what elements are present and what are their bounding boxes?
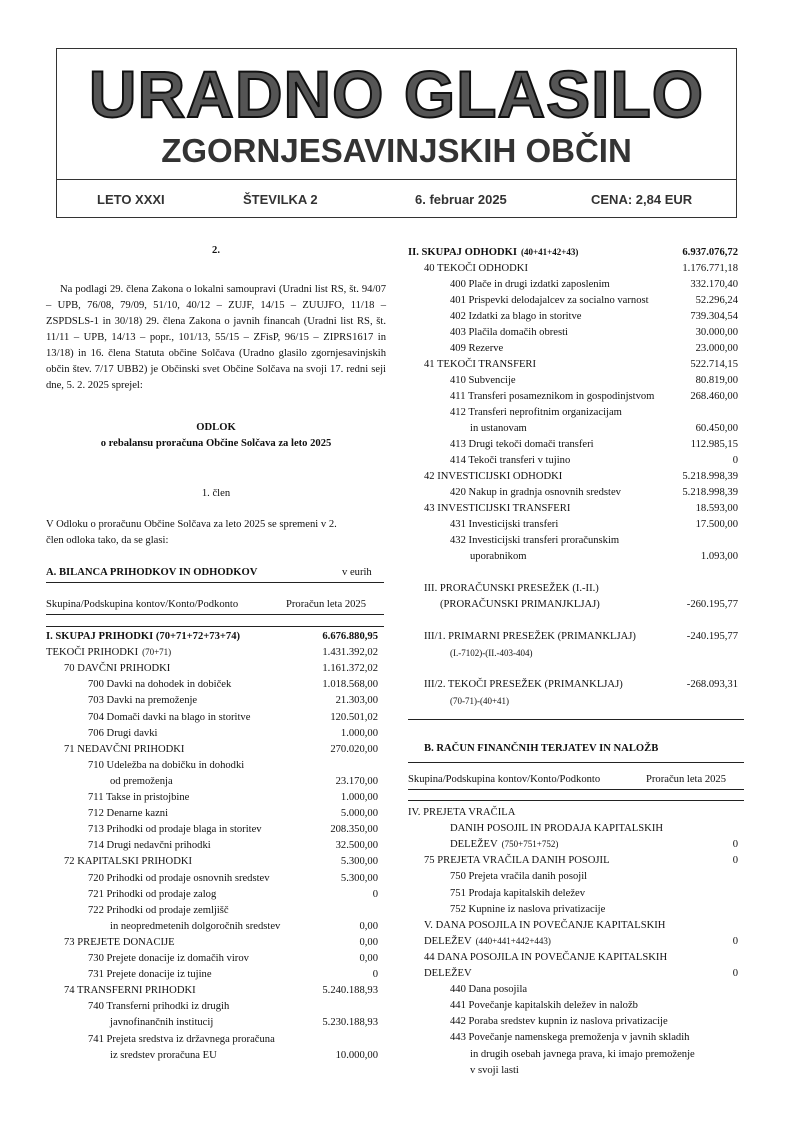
section-a-heading: A. BILANCA PRIHODKOV IN ODHODKOV [46,567,258,578]
row-label [110,1049,217,1062]
balance-primary-formula: (I.-7102)-(II.-403-404) [450,648,533,658]
row-label [88,904,229,917]
row-label-text: 70 DAVČNI PRIHODKI [64,663,171,675]
row-label [88,968,212,981]
balance-current-label: III/2. TEKOČI PRESEŽEK (PRIMANKLJAJ) [424,679,623,690]
row-label [88,839,211,852]
row-value: 120.501,02 [330,711,378,723]
row-value: 332.170,40 [690,279,738,290]
row-value: 0 [732,935,738,947]
rule [46,582,384,583]
row-value: 208.350,00 [330,824,378,836]
row-label-text: 41 TEKOČI TRANSFERI [424,359,537,370]
row-label [450,983,527,996]
row-value: 522.714,15 [690,359,738,370]
row-label [46,630,240,643]
row-label-text: 440 Dana posojila [450,984,528,996]
row-label-text: 414 Tekoči transferi v tujino [450,455,571,466]
row-value: 17.500,00 [695,519,738,530]
row-label-text: 442 Poraba sredstev kupnin iz naslova privatizacije [450,1016,668,1028]
row-label [450,518,558,531]
row-label-text: DELEŽEV [424,935,472,947]
row-value: 0,00 [359,920,378,932]
row-label [64,984,196,997]
row-label-text: 721 Prihodki od prodaje zalog [88,888,217,900]
row-label-text: 722 Prihodki od prodaje zemljišč [88,904,229,916]
rule [408,800,744,801]
masthead-title: URADNO GLASILO [88,57,705,131]
row-value: 739.304,54 [690,311,738,322]
row-label-text: 711 Takse in pristojbine [88,792,190,803]
row-label [470,1064,519,1077]
row-value: 1.431.392,02 [322,647,378,659]
rule [46,626,384,627]
row-label-text: 75 PREJETA VRAČILA DANIH POSOJIL [424,855,610,867]
balance-surplus-label-2: (PRORAČUNSKI PRIMANJKLJAJ) [440,599,600,610]
row-label [424,967,472,980]
row-label-text: 43 INVESTICIJSKI TRANSFERI [424,503,571,514]
balance-current-formula: (70-71)-(40+41) [450,696,510,706]
row-label-text: 400 Plače in drugi izdatki zaposlenim [450,279,610,290]
row-value: 0 [372,888,378,900]
row-label-text: 412 Transferi neprofitnim organizacijam [450,407,622,418]
row-label [450,438,594,451]
row-label-text: 71 NEDAVČNI PRIHODKI [64,743,185,755]
masthead-divider [57,179,736,180]
row-value: 5.240.188,93 [322,985,378,997]
row-label [424,951,667,964]
row-value: 21.303,00 [335,695,378,707]
row-label [424,470,562,483]
row-label [64,855,192,868]
row-value: 1.093,00 [700,551,738,562]
row-formula: (70+71) [142,647,172,658]
row-label-text: DELEŽEV [450,839,498,851]
row-label [88,952,249,965]
row-label-text: 710 Udeležba na dobičku in dohodki [88,759,245,771]
row-label [88,1000,229,1013]
row-label [408,246,578,259]
row-value: 0 [732,455,738,466]
row-value: 6.937.076,72 [682,247,738,258]
ordinance-subtitle: o rebalansu proračuna Občine Solčava za leto 2025 [100,438,332,449]
row-label [88,678,231,691]
row-label-text: 441 Povečanje kapitalskih deležev in naložb [450,1000,638,1012]
row-label [450,1031,689,1044]
masthead-subtitle: ZGORNJESAVINJSKIH OBČIN [161,132,632,169]
masthead [56,48,737,218]
row-label [88,823,262,836]
row-label-text: 74 TRANSFERNI PRIHODKI [64,985,196,997]
row-label-text: 402 Izdatki za blago in storitve [450,311,582,322]
row-value: 1.000,00 [340,792,378,803]
section-a-col-left: Skupina/Podskupina kontov/Konto/Podkonto [46,599,239,610]
row-value: 1.161.372,02 [322,663,378,675]
row-label [450,374,516,387]
row-value: 23.000,00 [695,343,738,354]
row-label-text: 704 Domači davki na blago in storitve [88,711,251,723]
row-value: 32.500,00 [335,840,378,852]
row-label [88,807,168,820]
row-value: 268.460,00 [690,391,738,402]
row-label [88,1033,275,1046]
row-value: 270.020,00 [330,743,378,755]
row-value: 0 [372,969,378,981]
row-label [450,310,582,323]
row-value: 112.985,15 [690,439,738,450]
issue-date: 6. februar 2025 [415,192,507,207]
document-number: 2. [212,245,220,256]
issue-year: LETO XXXI [97,192,165,207]
row-label-text: 403 Plačila domačih obresti [450,327,568,338]
row-label-text: 741 Prejeta sredstva iz državnega proračuna [88,1033,275,1045]
row-label [408,806,515,819]
row-label-text: I. SKUPAJ PRIHODKI (70+71+72+73+74) [46,631,241,642]
row-label-text: v svoji lasti [470,1064,519,1076]
row-label-text: 714 Drugi nedavčni prihodki [88,840,211,852]
rule [408,789,744,790]
row-label-text: in ustanovam [470,423,527,434]
row-label-text: javnofinančnih institucij [110,1017,214,1029]
rule [408,762,744,763]
row-label [88,711,250,724]
row-value: 1.176.771,18 [682,263,738,274]
row-value: 0 [732,839,738,851]
row-label-text: 740 Transferni prihodki iz drugih [88,1001,230,1013]
row-value: 0,00 [359,953,378,964]
row-formula: (440+441+442+443) [475,935,551,946]
row-label [88,694,197,707]
row-label-text: 401 Prispevki delodajalcev za socialno varnost [450,295,649,306]
row-label [64,936,175,949]
row-label-text: 751 Prodaja kapitalskih deležev [450,887,586,899]
row-label [64,743,184,756]
row-label-text: 44 DANA POSOJILA IN POVEČANJE KAPITALSKIH [424,951,668,963]
row-formula: (40+41+42+43) [521,247,579,257]
row-label-text: 73 PREJETE DONACIJE [64,936,175,948]
issue-number: ŠTEVILKA 2 [243,192,318,207]
row-label-text: II. SKUPAJ ODHODKI [408,247,517,258]
article-text-line2: člen odloka tako, da se glasi: [46,535,169,546]
row-value: 5.218.998,39 [682,471,738,482]
rule [46,614,384,615]
row-label-text: 752 Kupnine iz naslova privatizacije [450,903,606,915]
row-value: 52.296,24 [695,295,738,306]
row-label-text: 443 Povečanje namenskega premoženja v javnih skladih [450,1032,690,1044]
row-label-text: 72 KAPITALSKI PRIHODKI [64,856,193,868]
row-label [450,278,610,291]
row-label [470,550,527,563]
section-a-col-right: Proračun leta 2025 [286,599,367,610]
row-label [46,646,171,659]
row-label-text: TEKOČI PRIHODKI [46,647,139,659]
row-label-text: od premoženja [110,775,173,787]
row-label-text: 713 Prihodki od prodaje blaga in storitev [88,824,262,836]
row-label-text: 731 Prejete donacije iz tujine [88,969,212,981]
article-text-line1: V Odloku o proračunu Občine Solčava za leto 2025 se spremeni v 2. [46,519,337,530]
row-label-text: 730 Prejete donacije iz domačih virov [88,953,249,964]
row-label-text: 411 Transferi posameznikom in gospodinjstvom [450,391,655,402]
row-label-text: in drugih osebah javnega prava, ki imajo premoženje [470,1048,695,1060]
row-formula: (750+751+752) [501,839,559,850]
section-a-unit: v eurih [342,567,372,578]
row-value: 60.450,00 [695,423,738,434]
row-label [88,727,157,740]
row-label-text: 413 Drugi tekoči domači transferi [450,439,594,450]
row-value: 5.218.998,39 [682,487,738,498]
row-label-text: 409 Rezerve [450,343,504,354]
row-label [450,838,558,851]
row-label-text: 712 Denarne kazni [88,808,169,820]
row-label [64,662,170,675]
row-label-text: 700 Davki na dohodek in dobiček [88,679,232,691]
row-label-text: iz sredstev proračuna EU [110,1049,217,1061]
balance-primary-value: -240.195,77 [686,631,738,642]
row-value: 18.593,00 [695,503,738,514]
row-label [450,822,663,835]
row-value: 1.018.568,00 [322,679,378,691]
row-label [470,422,527,435]
row-value: 5.000,00 [340,808,378,820]
section-b-col-right: Proračun leta 2025 [646,774,727,785]
section-b-col-left: Skupina/Podskupina kontov/Konto/Podkonto [408,774,601,785]
row-label [424,262,528,275]
row-label-text: V. DANA POSOJILA IN POVEČANJE KAPITALSKIH [424,919,666,931]
row-value: 5.300,00 [340,856,378,868]
row-label [450,326,568,339]
row-value: 80.819,00 [695,375,738,386]
row-value: 5.300,00 [340,872,378,884]
row-label-text: 703 Davki na premoženje [88,695,198,707]
row-label-text: 750 Prejeta vračila danih posojil [450,871,588,883]
row-label-text: 410 Subvencije [450,375,516,386]
row-label-text: 42 INVESTICIJSKI ODHODKI [424,471,563,482]
row-label [450,903,605,916]
row-label-text: 420 Nakup in gradnja osnovnih sredstev [450,487,621,498]
row-label [88,791,189,804]
row-label-text: IV. PREJETA VRAČILA [408,807,516,818]
row-label [450,999,638,1012]
row-value: 10.000,00 [335,1049,378,1061]
rule [408,719,744,720]
row-value: 1.000,00 [340,727,378,739]
row-label [450,486,621,499]
issue-price: CENA: 2,84 EUR [591,192,693,207]
row-label-text: DANIH POSOJIL IN PRODAJA KAPITALSKIH [450,823,663,835]
row-label [110,1016,213,1029]
balance-surplus-label: III. PRORAČUNSKI PRESEŽEK (I.-II.) [424,583,599,594]
row-label [450,1015,668,1028]
row-value: 30.000,00 [695,327,738,338]
preamble-paragraph: Na podlagi 29. člena Zakona o lokalni samoupravi (Uradni list RS, št. 94/07 – UPB, 76/08, 79/09, 51/10, 40/12 – ZUJF, 14/15 – ZUUJFO, 11/18 – ZSPDSLS-1 in 30/18) 29. člena Zakona o javnih financah (Uradni list RS, št. 11/11 – UPB, 14/13 – popr., 101/13, 55/15 – ZFisP, 96/15 – ZIPRS1617 in 13/18) in 16. člena Statuta občine Solčava (Uradno glasilo zgornjesavinjskih občin štev. 7/17 UBB2) je Občinski svet Občine Solčava na svoji 17. redni seji dne, 5. 2. 2025 sprejel: [46,284,386,391]
row-label-text: in neopredmetenih dolgoročnih sredstev [110,920,281,932]
row-label [450,887,585,900]
row-label-text: DELEŽEV [424,968,472,979]
row-value: 0,00 [359,936,378,948]
row-label [424,502,570,515]
row-label [88,759,244,772]
row-label-text: 720 Prihodki od prodaje osnovnih sredstev [88,872,270,884]
row-label-text: 431 Investicijski transferi [450,519,559,530]
balance-surplus-value: -260.195,77 [686,599,738,610]
row-label [424,919,665,932]
row-value: 0 [732,968,738,979]
row-value: 0 [732,855,738,867]
row-label [424,358,536,371]
balance-primary-label: III/1. PRIMARNI PRESEŽEK (PRIMANKLJAJ) [424,631,636,642]
ordinance-title: ODLOK [196,422,236,433]
row-label [110,775,173,788]
balance-current-value: -268.093,31 [686,679,738,690]
row-label [450,406,622,419]
row-label [450,534,619,547]
row-value: 23.170,00 [335,775,378,787]
row-value: 5.230.188,93 [322,1017,378,1029]
row-label-text: 432 Investicijski transferi proračunskim [450,535,620,546]
row-label-text: 706 Drugi davki [88,727,158,739]
article-heading: 1. člen [201,488,231,499]
row-label [424,935,551,948]
row-label [470,1048,695,1061]
row-label [450,454,570,467]
section-b-heading: B. RAČUN FINANČNIH TERJATEV IN NALOŽB [424,743,659,754]
row-label [450,342,503,355]
row-label [450,870,587,883]
row-value: 6.676.880,95 [322,631,378,642]
row-label-text: uporabnikom [470,551,527,562]
row-label [88,888,216,901]
row-label-text: 40 TEKOČI ODHODKI [424,263,528,274]
row-label [424,854,610,867]
